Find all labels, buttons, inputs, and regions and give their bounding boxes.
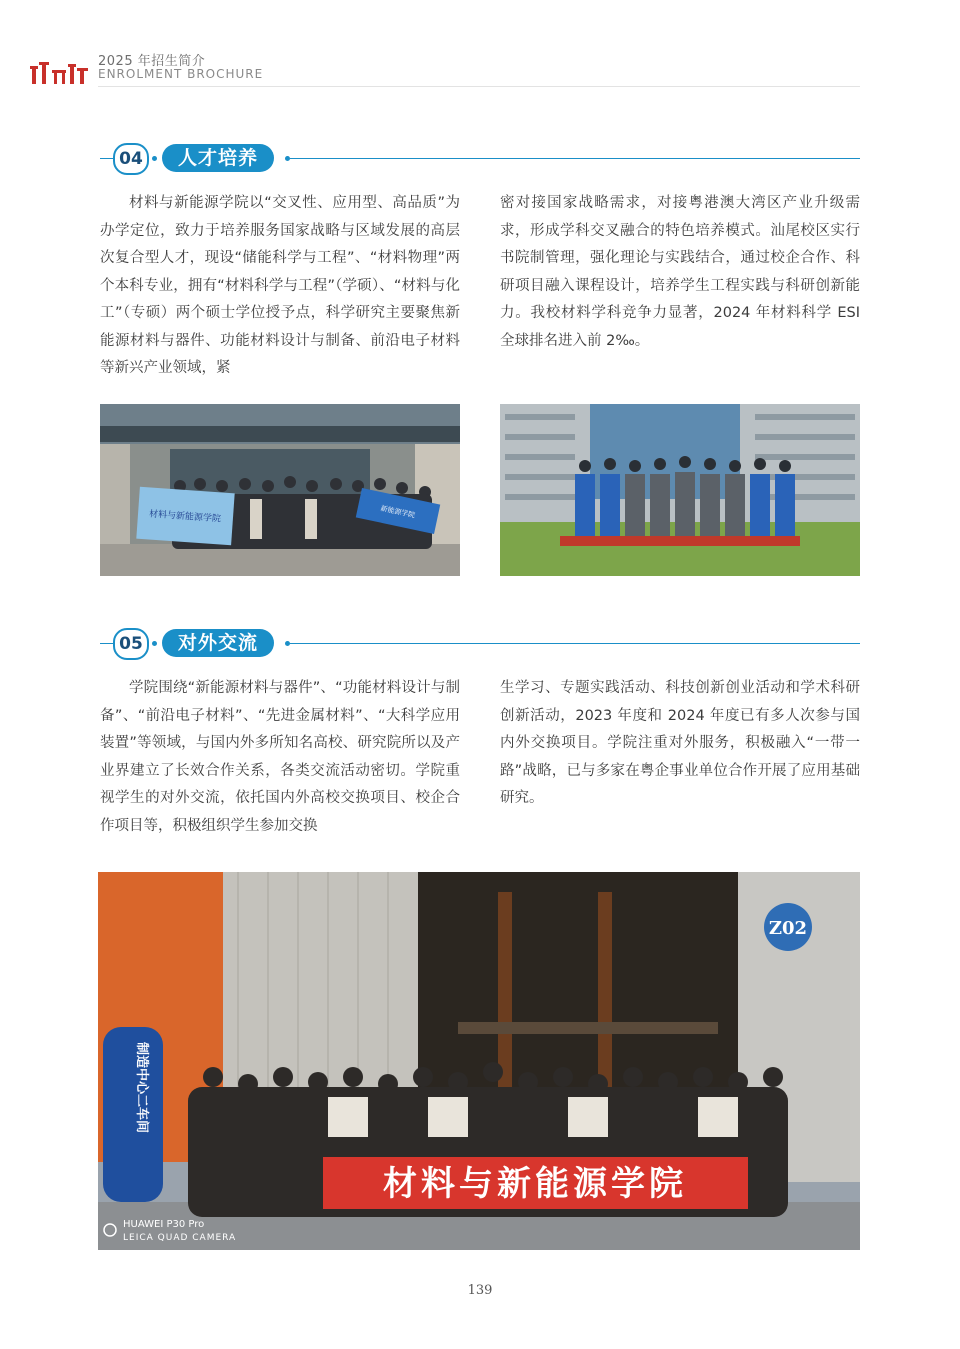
section-title: 对外交流 xyxy=(162,629,274,657)
page-header xyxy=(30,50,860,86)
heading-dot xyxy=(152,641,157,646)
body-paragraph: 材料与新能源学院以“交叉性、应用型、高品质”为办学定位，致力于培养服务国家战略与区域发展的高层次复合型人才，现设“储能科学与工程”、“材料物理”两个本科专业，拥有“材料科学与工程”（学硕）、“材料与化工”（专硕）两个硕士学位授予点，科学研究主要聚焦新能源材料与器件、功能材料设计与制备、前沿电子材料等新兴产业领域，紧 xyxy=(100,195,460,376)
building-sign-text: Z02 xyxy=(768,918,808,939)
section-05-heading xyxy=(100,628,860,658)
banner-text: 材料与新能源学院 xyxy=(148,509,222,525)
section-number-badge: 05 xyxy=(113,628,149,660)
section-04-heading xyxy=(100,143,860,173)
side-sign-text: 制造中心二车间 xyxy=(134,1042,149,1134)
heading-line-right xyxy=(290,158,860,159)
heading-line-right xyxy=(290,643,860,644)
section-05-left-column xyxy=(100,675,460,840)
heading-dot xyxy=(152,156,157,161)
heading-line-left xyxy=(100,158,113,159)
page-number: 139 xyxy=(467,1283,493,1298)
heading-line-left xyxy=(100,643,113,644)
body-paragraph: 生学习、专题实践活动、科技创新创业活动和学术科研创新活动，2023 年度和 2024 年度已有多人次参与国内外交换项目。学院注重对外服务，积极融入“一带一路”战略，已与多家在粤企事业单位合作开展了应用基础研究。 xyxy=(500,680,860,806)
section-05-right-column xyxy=(500,675,860,813)
header-divider xyxy=(98,86,860,87)
brochure-title-en: ENROLMENT BROCHURE xyxy=(98,67,264,81)
camera-watermark: LEICA QUAD CAMERA xyxy=(123,1233,237,1243)
banner-text: 材料与新能源学院 xyxy=(383,1164,687,1204)
body-paragraph: 密对接国家战略需求，对接粤港澳大湾区产业升级需求，形成学科交叉融合的特色培养模式。汕尾校区实行书院制管理，强化理论与实践结合，通过校企合作、科研项目融入课程设计，培养学生工程实践与科研创新能力。我校材料学科竞争力显著，2024 年材料科学 ESI 全球排名进入前 2‰。 xyxy=(500,195,860,349)
camera-watermark: HUAWEI P30 Pro xyxy=(123,1219,205,1230)
group-photo-graduation xyxy=(500,404,860,576)
section-title: 人才培养 xyxy=(162,144,274,172)
section-04-left-column xyxy=(100,190,460,383)
group-photo-factory xyxy=(98,872,860,1250)
body-paragraph: 学院围绕“新能源材料与器件”、“功能材料设计与制备”、“前沿电子材料”、“先进金属材料”、“大科学应用装置”等领域，与国内外多所知名高校、研究院所以及产业界建立了长效合作关系，各类交流活动密切。学院重视学生的对外交流，依托国内外高校交换项目、校企合作项目等，积极组织学生参加交换 xyxy=(100,680,460,834)
university-building-logo-icon xyxy=(30,62,90,84)
banner-text: 新能源学院 xyxy=(379,504,416,520)
section-04-right-column xyxy=(500,190,860,355)
section-number-badge: 04 xyxy=(113,143,149,175)
group-photo-building xyxy=(100,404,460,576)
brochure-year: 2025 年招生简介 xyxy=(98,54,206,69)
